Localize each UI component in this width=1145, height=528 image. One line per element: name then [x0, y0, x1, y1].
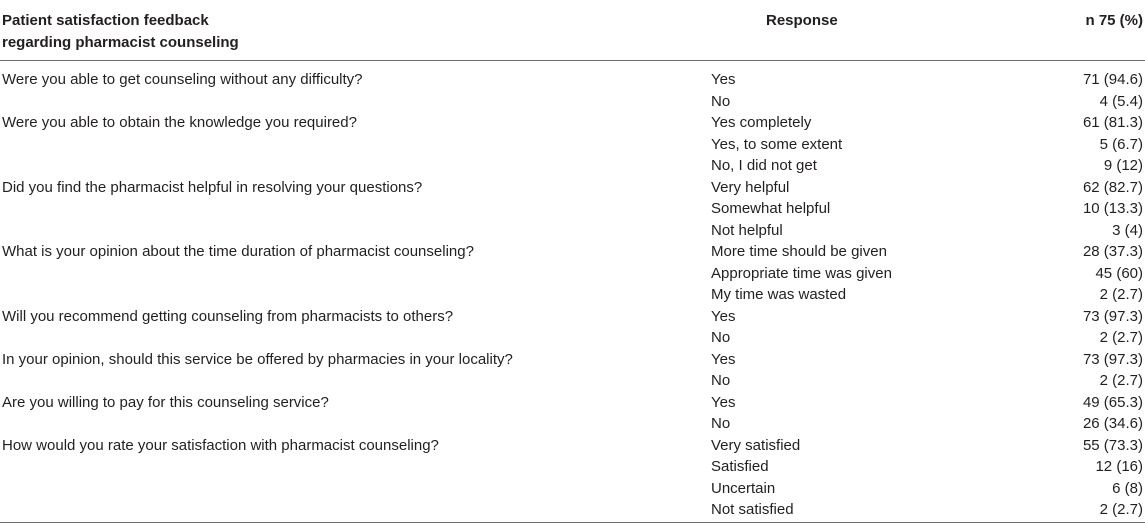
count-cell: 10 (13.3) — [1082, 200, 1143, 217]
table-row — [0, 220, 1145, 242]
table-row — [0, 370, 1145, 392]
response-cell: Yes, to some extent — [711, 135, 843, 153]
table-row — [0, 284, 1145, 306]
response-cell: Not satisfied — [711, 501, 794, 518]
table-header — [0, 0, 1145, 61]
question-cell: Did you find the pharmacist helpful in resolving your questions? — [2, 178, 423, 196]
table-row — [0, 499, 1145, 521]
header-question-line-2: regarding pharmacist counseling — [2, 34, 239, 51]
question-cell: Will you recommend getting counseling from pharmacists to others? — [2, 307, 454, 325]
response-cell: No — [711, 372, 731, 389]
table-row — [0, 198, 1145, 220]
table-row — [0, 69, 1145, 91]
question-cell: Were you able to get counseling without any difficulty? — [2, 71, 363, 88]
response-cell: Yes — [711, 307, 736, 325]
count-cell: 55 (73.3) — [1082, 436, 1143, 454]
count-cell: 45 (60) — [1095, 264, 1143, 282]
table-row — [0, 327, 1145, 349]
table-row — [0, 112, 1145, 134]
table-bottom-rule — [0, 522, 1145, 523]
count-cell: 2 (2.7) — [1099, 286, 1143, 303]
question-cell: In your opinion, should this service be offered by pharmacies in your locality? — [2, 350, 513, 368]
response-cell: Somewhat helpful — [711, 200, 831, 217]
count-cell: 6 (8) — [1112, 479, 1143, 497]
table-row — [0, 241, 1145, 263]
count-cell: 49 (65.3) — [1082, 393, 1143, 411]
header-response-column: Response — [766, 12, 838, 29]
response-cell: Yes — [711, 350, 736, 368]
response-cell: Yes — [711, 393, 736, 411]
table-row — [0, 456, 1145, 478]
table-row — [0, 263, 1145, 285]
table-row — [0, 413, 1145, 435]
table-row — [0, 134, 1145, 156]
table-row — [0, 91, 1145, 113]
count-cell: 2 (2.7) — [1099, 501, 1143, 518]
response-cell: No — [711, 415, 731, 432]
response-cell: Very satisfied — [711, 436, 801, 454]
count-cell: 28 (37.3) — [1082, 243, 1143, 260]
response-cell: No — [711, 92, 731, 110]
header-question-line-1: Patient satisfaction feedback — [2, 12, 209, 29]
table-row — [0, 478, 1145, 500]
count-cell: 26 (34.6) — [1082, 415, 1143, 432]
count-cell: 62 (82.7) — [1082, 178, 1143, 196]
question-cell: Were you able to obtain the knowledge you required? — [2, 114, 357, 131]
response-cell: Yes — [711, 71, 736, 88]
count-cell: 3 (4) — [1112, 221, 1143, 239]
response-cell: My time was wasted — [711, 286, 847, 303]
response-cell: Appropriate time was given — [711, 264, 892, 282]
table-row — [0, 155, 1145, 177]
response-cell: Satisfied — [711, 458, 769, 475]
count-cell: 71 (94.6) — [1082, 71, 1143, 88]
table-body — [0, 61, 1145, 521]
response-cell: Yes completely — [711, 114, 812, 131]
count-cell: 4 (5.4) — [1099, 92, 1143, 110]
response-cell: No, I did not get — [711, 157, 817, 174]
table-row — [0, 306, 1145, 328]
count-cell: 2 (2.7) — [1099, 329, 1143, 346]
table-row — [0, 392, 1145, 414]
response-cell: Uncertain — [711, 479, 776, 497]
table-row — [0, 349, 1145, 371]
count-cell: 61 (81.3) — [1082, 114, 1143, 131]
response-cell: Not helpful — [711, 221, 783, 239]
count-cell: 12 (16) — [1095, 458, 1143, 475]
count-cell: 73 (97.3) — [1082, 307, 1143, 325]
header-question-column — [2, 10, 239, 54]
count-cell: 2 (2.7) — [1099, 372, 1143, 389]
table-row — [0, 435, 1145, 457]
table-row — [0, 177, 1145, 199]
response-cell: No — [711, 329, 731, 346]
response-cell: Very helpful — [711, 178, 790, 196]
question-cell: How would you rate your satisfaction with pharmacist counseling? — [2, 436, 439, 454]
question-cell: What is your opinion about the time duration of pharmacist counseling? — [2, 243, 474, 260]
question-cell: Are you willing to pay for this counseling service? — [2, 393, 329, 411]
count-cell: 73 (97.3) — [1082, 350, 1143, 368]
count-cell: 9 (12) — [1103, 157, 1143, 174]
count-cell: 5 (6.7) — [1099, 135, 1143, 153]
response-cell: More time should be given — [711, 243, 887, 260]
header-count-column: n 75 (%) — [1085, 12, 1143, 29]
